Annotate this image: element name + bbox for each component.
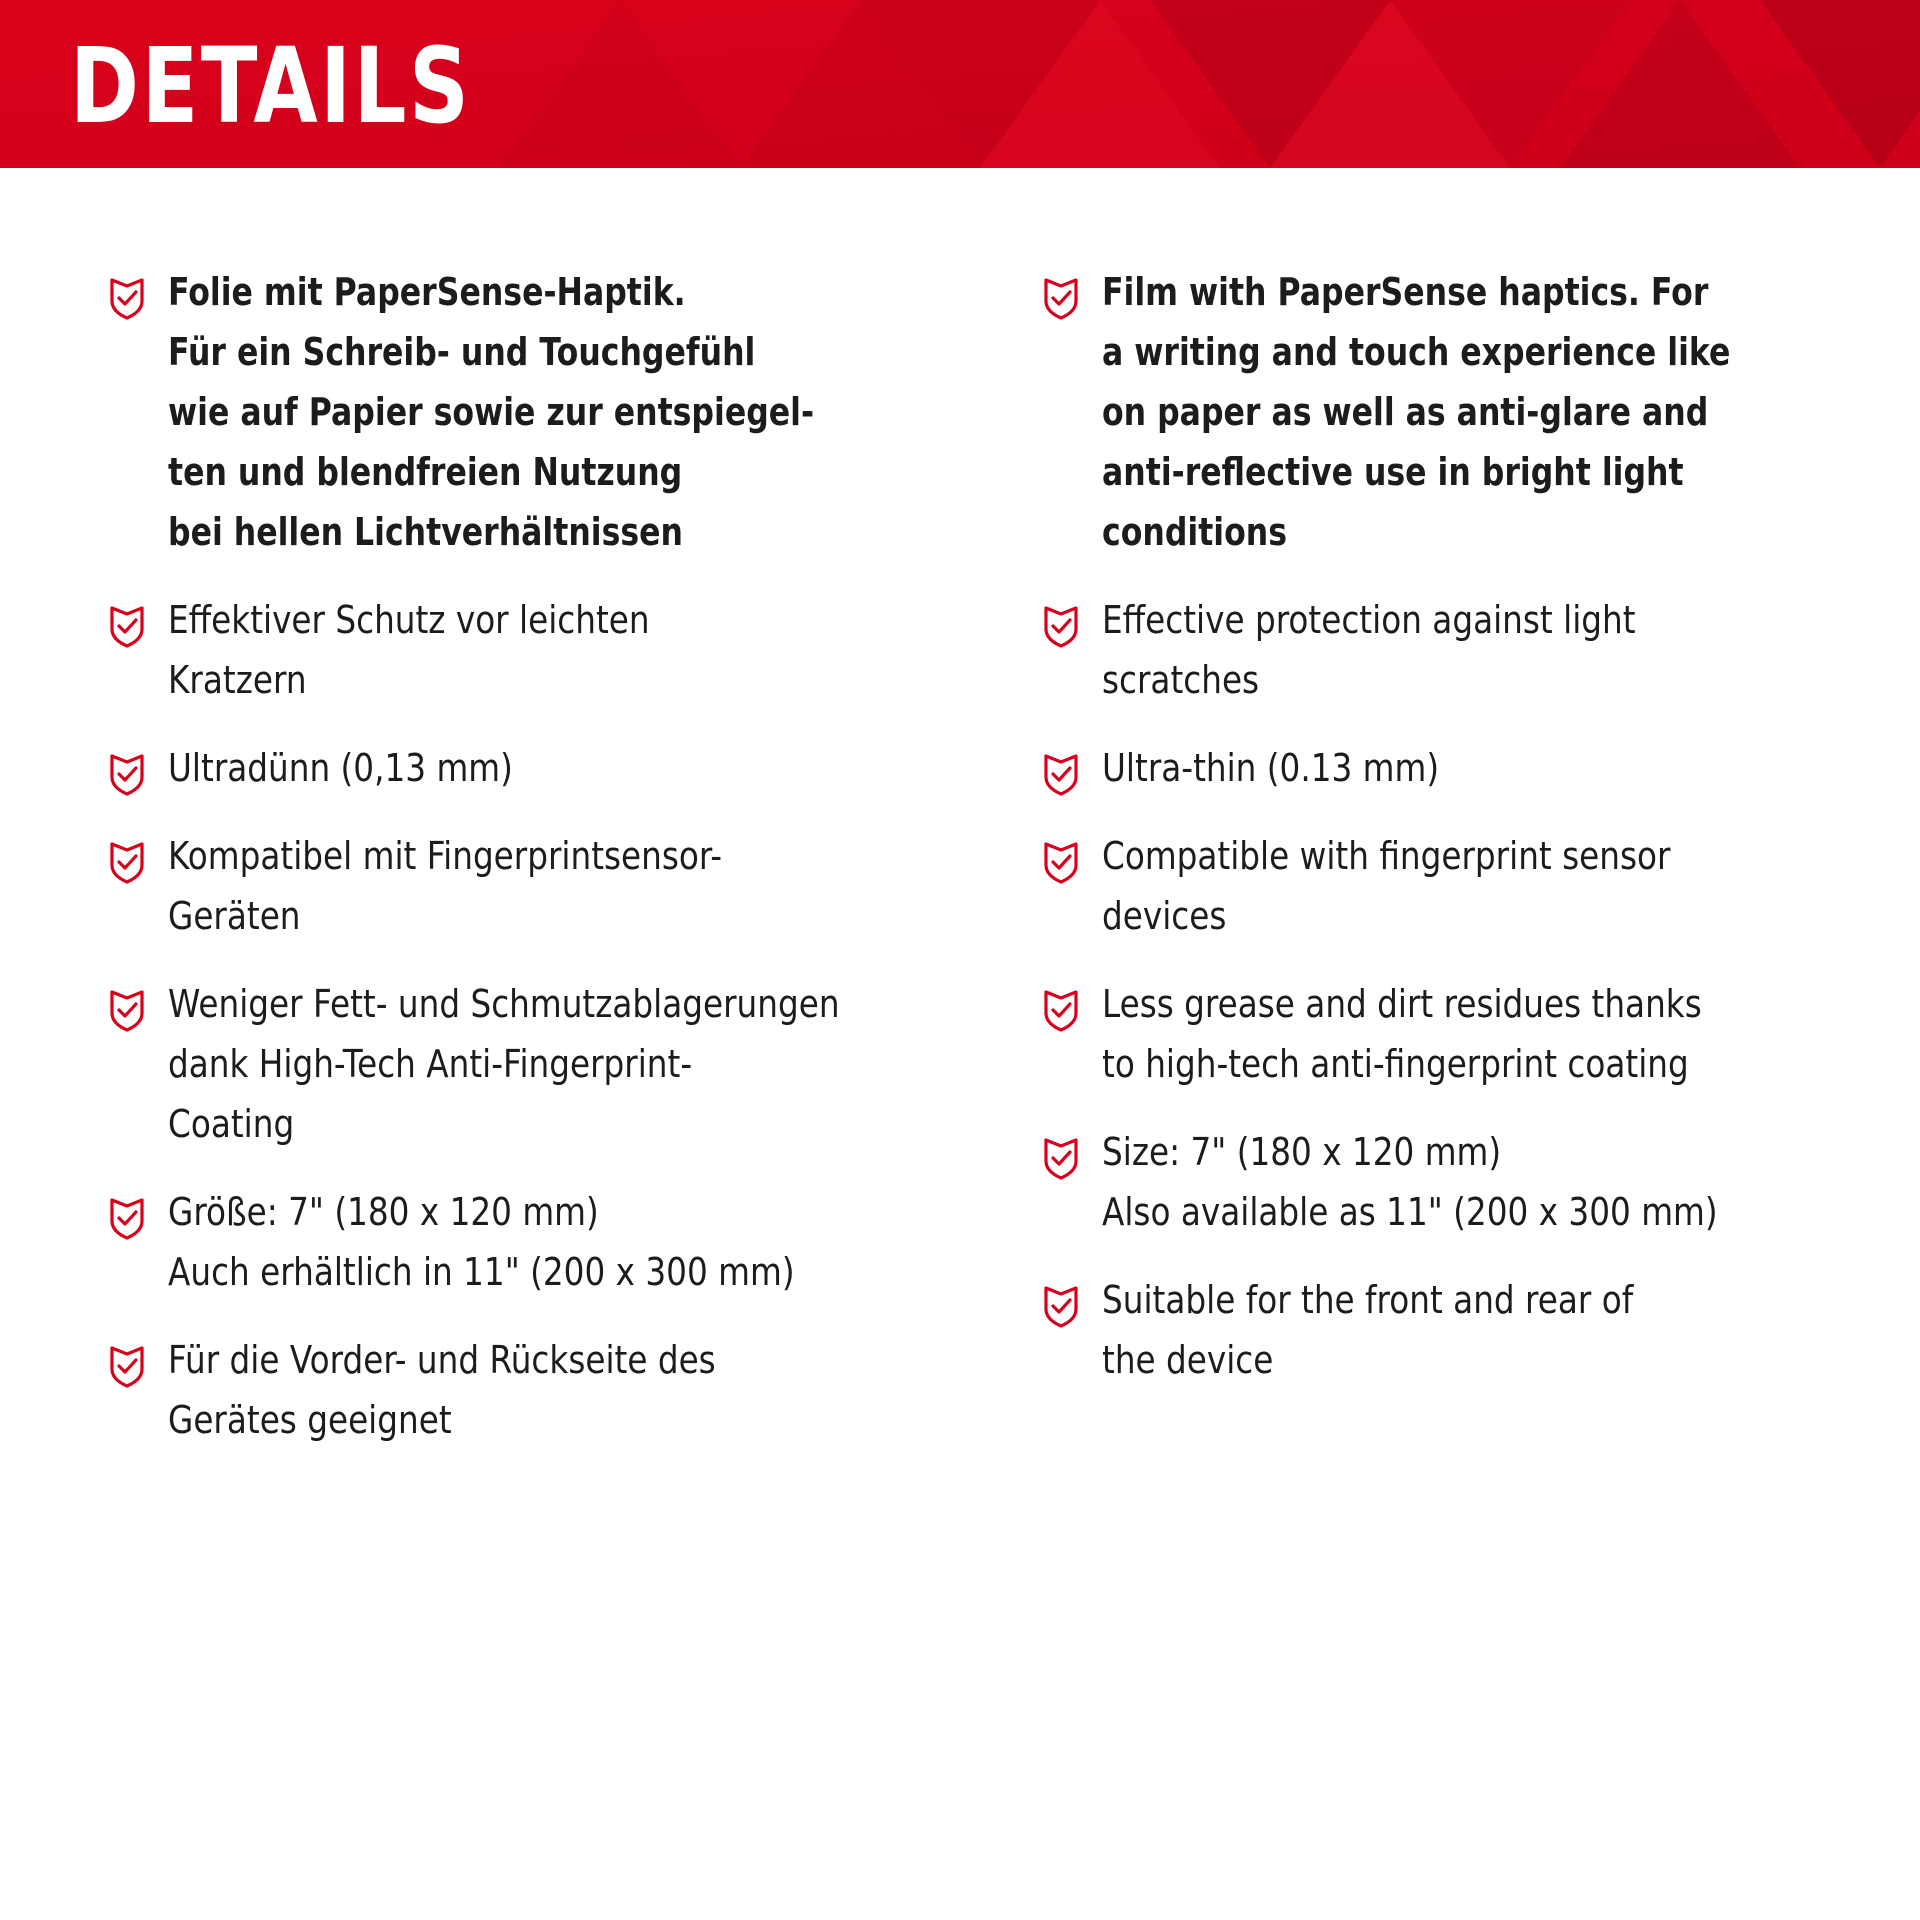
feature-item (108, 262, 928, 562)
feature-text: Size: 7" (180 x 120 mm) Also available as 11" (200 x 300 mm) (1102, 1130, 1718, 1234)
shield-check-icon (108, 274, 146, 320)
shield-check-icon (108, 986, 146, 1032)
feature-text: Less grease and dirt residues thanks to high-tech anti-fingerprint coating (1102, 982, 1702, 1086)
shield-check-icon (108, 1342, 146, 1388)
feature-item (108, 974, 928, 1154)
feature-text: Weniger Fett- und Schmutzablagerungen dank High-Tech Anti-Fingerprint- Coating (168, 982, 840, 1146)
feature-item (108, 738, 928, 798)
shield-check-icon (1042, 1282, 1080, 1328)
feature-text: Film with PaperSense haptics. For a writing and touch experience like on paper as well as anti-glare and anti-reflective use in bright light conditions (1102, 270, 1731, 554)
feature-item (108, 1182, 928, 1302)
feature-item (1042, 738, 1862, 798)
feature-list-german (108, 262, 928, 1478)
shield-check-icon (1042, 986, 1080, 1032)
feature-item (1042, 262, 1862, 562)
feature-text: Effective protection against light scratches (1102, 598, 1636, 702)
feature-text: Compatible with fingerprint sensor devices (1102, 834, 1671, 938)
shield-check-icon (108, 602, 146, 648)
feature-text: Ultradünn (0,13 mm) (168, 746, 513, 790)
feature-item (1042, 1122, 1862, 1242)
shield-check-icon (1042, 750, 1080, 796)
feature-text: Folie mit PaperSense-Haptik. Für ein Schreib- und Touchgefühl wie auf Papier sowie zur entspiegel- ten und blendfreien Nutzung bei hellen Lichtverhältnissen (168, 270, 815, 554)
feature-item (1042, 590, 1862, 710)
feature-item (1042, 826, 1862, 946)
page-title: DETAILS (70, 25, 472, 147)
feature-item (108, 1330, 928, 1450)
shield-check-icon (1042, 274, 1080, 320)
shield-check-icon (1042, 838, 1080, 884)
feature-text: Kompatibel mit Fingerprintsensor- Geräten (168, 834, 723, 938)
feature-text: Größe: 7" (180 x 120 mm) Auch erhältlich in 11" (200 x 300 mm) (168, 1190, 795, 1294)
feature-item (1042, 974, 1862, 1094)
feature-text: Effektiver Schutz vor leichten Kratzern (168, 598, 650, 702)
feature-item (108, 826, 928, 946)
shield-check-icon (1042, 602, 1080, 648)
feature-list-english (1042, 262, 1862, 1418)
feature-text: Suitable for the front and rear of the device (1102, 1278, 1634, 1382)
shield-check-icon (108, 1194, 146, 1240)
feature-item (108, 590, 928, 710)
shield-check-icon (1042, 1134, 1080, 1180)
feature-item (1042, 1270, 1862, 1390)
shield-check-icon (108, 750, 146, 796)
header-banner (0, 0, 1920, 168)
feature-text: Ultra-thin (0.13 mm) (1102, 746, 1440, 790)
shield-check-icon (108, 838, 146, 884)
feature-text: Für die Vorder- und Rückseite des Gerätes geeignet (168, 1338, 716, 1442)
